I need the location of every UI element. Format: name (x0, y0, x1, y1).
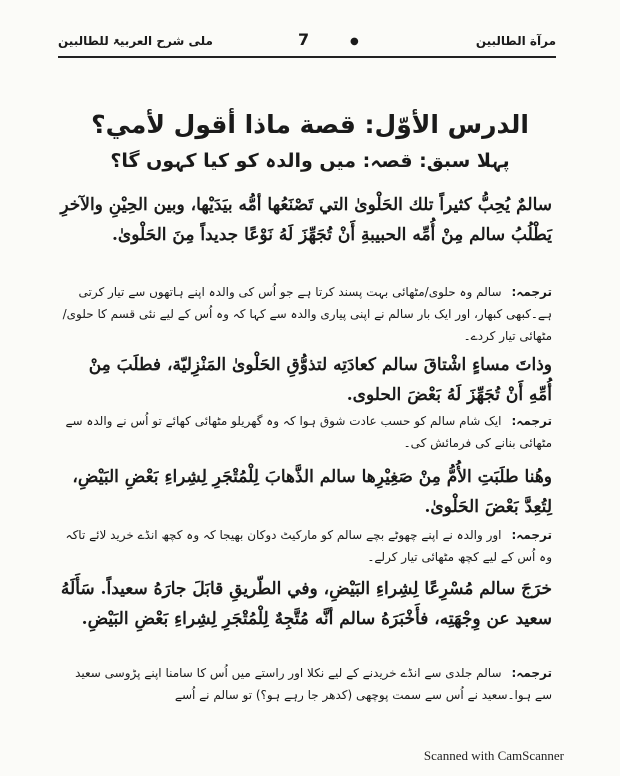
scanner-watermark: Scanned with CamScanner (423, 748, 564, 763)
header-series-title: ملی شرح العربیۃ للطالبین (58, 34, 213, 48)
translation-text: سالم جلدی سے انڈے خریدنے کے لیے نکلا اور راستے میں اُس کا سامنا اپنے پڑوسی سعید سے ہوا۔سعید نے اُس سے سمت پوچھی (کدھر جا رہے ہو؟) تو سالم نے اُسے (75, 666, 552, 702)
arabic-paragraph-1: سالمٌ يُحِبُّ كثيراً تلك الحَلْوىٰ التي تَصْنَعُها أمُّه بيَدَيْها، وبين الحِيْنِ والآخرِ يَطْلُبُ سالم مِنْ أُمِّه الحبيبةِ أَنْ تُجَهِّزَ لَهُ نَوْعًا جديداً مِنَ الحَلْوىٰ. (60, 195, 552, 245)
translation-paragraph-2 (60, 410, 552, 454)
lesson-title: الدرس الأوّل: قصة ماذا أقول لأمي؟ (91, 110, 529, 139)
translation-paragraph-1 (60, 281, 552, 347)
translation-text: اور والدہ نے اپنے چھوٹے بچے سالم کو مارکیٹ دوکان بھیجا کہ وہ کچھ انڈے خرید لائے تاکہ وہ اُس کے لیے کچھ مٹھائی تیار کرلے۔ (65, 528, 552, 564)
lesson-subtitle: پہلا سبق: قصہ: میں والدہ کو کیا کہوں گا؟ (110, 150, 510, 172)
translation-paragraph-4 (60, 662, 552, 706)
translation-label: ترجمہ: (511, 285, 552, 299)
translation-paragraph-3 (60, 524, 552, 568)
page-header (58, 30, 556, 56)
arabic-paragraph-2: وذاتَ مساءٍ اشْتاقَ سالم كعادَتِه لتذوُّقِ الحَلْوىٰ المَنْزِليّة، فطلَبَ مِنْ أُمِّهِ أَنْ تُجَهِّزَ لَهُ بَعْضَ الحلوى. (88, 355, 552, 405)
translation-text: سالم وہ حلوی/مٹھائی بہت پسند کرتا ہے جو اُس کی والدہ اپنے ہاتھوں سے تیار کرتی ہے۔کبھی کبھار، اور ایک بار سالم نے اپنی پیاری والدہ سے کہا کہ وہ اُس کے لیے نئی قسم کا حلوی/مٹھائی تیار کردے۔ (62, 285, 552, 343)
arabic-paragraph-3: وهُنا طلَبَتِ الأُمُّ مِنْ صَغِيْرِها سالم الذَّهابَ لِلْمُتْجَرِ لِشِراءِ بَعْضِ البَيْضِ، لِتُعِدَّ بَعْضَ الحَلْوىٰ. (72, 467, 552, 517)
header-dot: ● (350, 36, 359, 47)
header-rule (58, 56, 556, 58)
page-number: 7 (298, 30, 310, 49)
translation-label: ترجمہ: (511, 528, 552, 542)
arabic-paragraph-4: خرَجَ سالم مُسْرِعًا لِشِراءِ البَيْضِ، وفي الطّريقِ قابَلَ جارَهُ سعيداً. سَأَلَهُ سعيد عن وِجْهَتِه، فأَخْبَرَهُ سالم أنَّه مُتَّجِهٌ لِلْمُتْجَرِ لِشِراءِ بَعْضِ البَيْضِ. (60, 579, 552, 629)
translation-text: ایک شام سالم کو حسب عادت شوق ہوا کہ وہ گھریلو مٹھائی کھائے تو اُس نے والدہ سے مٹھائی بنانے کی فرمائش کی۔ (65, 414, 552, 450)
translation-label: ترجمہ: (511, 414, 552, 428)
header-book-title: مرآة الطالبين (475, 34, 556, 48)
translation-label: ترجمہ: (511, 666, 552, 680)
